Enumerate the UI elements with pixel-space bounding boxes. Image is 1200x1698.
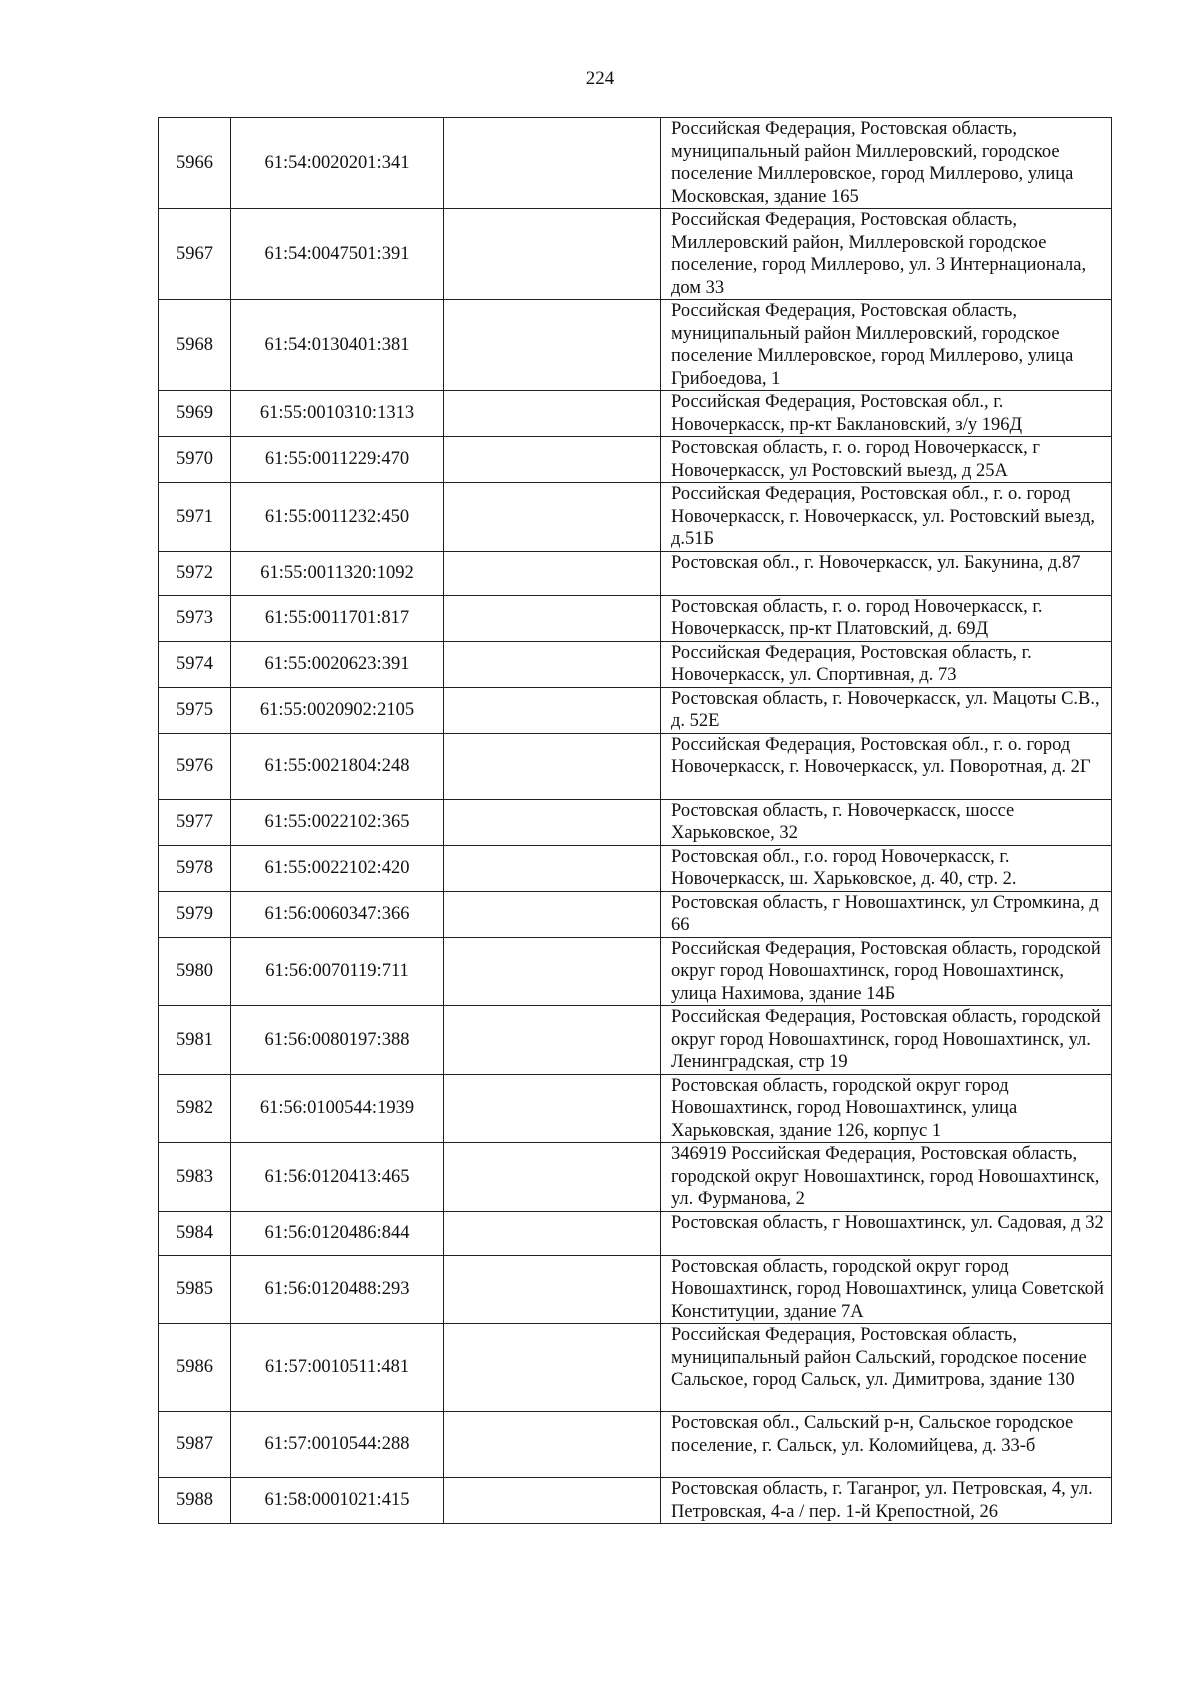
row-number: 5967 xyxy=(159,209,231,300)
address-cell: Российская Федерация, Ростовская область, муниципальный район Миллеровский, городское поселение Миллеровское, город Миллерово, улица Грибоедова, 1 xyxy=(661,300,1112,391)
address-cell: Российская Федерация, Ростовская область, муниципальный район Сальский, городское посение Сальское, город Сальск, ул. Димитрова, здание 130 xyxy=(661,1324,1112,1412)
address-cell: Российская Федерация, Ростовская область, муниципальный район Миллеровский, городское поселение Миллеровское, город Миллерово, улица Московская, здание 165 xyxy=(661,118,1112,209)
row-number: 5984 xyxy=(159,1211,231,1255)
table-row xyxy=(159,891,1112,937)
row-number: 5988 xyxy=(159,1478,231,1524)
registry-table-body xyxy=(159,118,1112,1524)
address-cell: Ростовская область, г. Новочеркасск, шоссе Харьковское, 32 xyxy=(661,799,1112,845)
table-row xyxy=(159,641,1112,687)
table-row xyxy=(159,483,1112,552)
empty-cell xyxy=(444,641,661,687)
address-cell: Российская Федерация, Ростовская область, городской округ город Новошахтинск, город Новошахтинск, улица Нахимова, здание 14Б xyxy=(661,937,1112,1006)
empty-cell xyxy=(444,733,661,799)
row-number: 5966 xyxy=(159,118,231,209)
empty-cell xyxy=(444,551,661,595)
address-cell: Ростовская область, г Новошахтинск, ул Стромкина, д 66 xyxy=(661,891,1112,937)
registry-table xyxy=(158,117,1112,1524)
row-number: 5980 xyxy=(159,937,231,1006)
row-number: 5971 xyxy=(159,483,231,552)
address-cell: Ростовская область, городской округ город Новошахтинск, город Новошахтинск, улица Советской Конституции, здание 7А xyxy=(661,1255,1112,1324)
empty-cell xyxy=(444,209,661,300)
table-row xyxy=(159,1006,1112,1075)
address-cell: Российская Федерация, Ростовская обл., г. о. город Новочеркасск, г. Новочеркасск, ул. Поворотная, д. 2Г xyxy=(661,733,1112,799)
row-number: 5976 xyxy=(159,733,231,799)
empty-cell xyxy=(444,118,661,209)
empty-cell xyxy=(444,1412,661,1478)
address-cell: Ростовская область, г. Новочеркасск, ул. Мацоты С.В., д. 52Е xyxy=(661,687,1112,733)
row-number: 5978 xyxy=(159,845,231,891)
cadastral-number: 61:56:0080197:388 xyxy=(231,1006,444,1075)
address-cell: Российская Федерация, Ростовская обл., г. о. город Новочеркасск, г. Новочеркасск, ул. Ростовский выезд, д.51Б xyxy=(661,483,1112,552)
cadastral-number: 61:54:0020201:341 xyxy=(231,118,444,209)
cadastral-number: 61:55:0022102:420 xyxy=(231,845,444,891)
table-row xyxy=(159,437,1112,483)
empty-cell xyxy=(444,595,661,641)
cadastral-number: 61:54:0130401:381 xyxy=(231,300,444,391)
address-cell: 346919 Российская Федерация, Ростовская область, городской округ Новошахтинск, город Новошахтинск, ул. Фурманова, 2 xyxy=(661,1143,1112,1212)
address-cell: Ростовская область, г. Таганрог, ул. Петровская, 4, ул. Петровская, 4-а / пер. 1-й Крепостной, 26 xyxy=(661,1478,1112,1524)
row-number: 5969 xyxy=(159,391,231,437)
row-number: 5987 xyxy=(159,1412,231,1478)
row-number: 5968 xyxy=(159,300,231,391)
empty-cell xyxy=(444,1211,661,1255)
cadastral-number: 61:55:0011229:470 xyxy=(231,437,444,483)
address-cell: Ростовская обл., г.о. город Новочеркасск, г. Новочеркасск, ш. Харьковское, д. 40, стр. 2. xyxy=(661,845,1112,891)
address-cell: Ростовская обл., г. Новочеркасск, ул. Бакунина, д.87 xyxy=(661,551,1112,595)
table-row xyxy=(159,209,1112,300)
cadastral-number: 61:56:0070119:711 xyxy=(231,937,444,1006)
empty-cell xyxy=(444,687,661,733)
row-number: 5970 xyxy=(159,437,231,483)
cadastral-number: 61:57:0010511:481 xyxy=(231,1324,444,1412)
table-row xyxy=(159,1211,1112,1255)
table-row xyxy=(159,1478,1112,1524)
row-number: 5982 xyxy=(159,1074,231,1143)
table-row xyxy=(159,1324,1112,1412)
empty-cell xyxy=(444,437,661,483)
row-number: 5975 xyxy=(159,687,231,733)
empty-cell xyxy=(444,937,661,1006)
cadastral-number: 61:55:0011320:1092 xyxy=(231,551,444,595)
empty-cell xyxy=(444,1074,661,1143)
cadastral-number: 61:55:0010310:1313 xyxy=(231,391,444,437)
cadastral-number: 61:56:0060347:366 xyxy=(231,891,444,937)
table-row xyxy=(159,687,1112,733)
row-number: 5977 xyxy=(159,799,231,845)
empty-cell xyxy=(444,891,661,937)
table-row xyxy=(159,300,1112,391)
cadastral-number: 61:55:0011701:817 xyxy=(231,595,444,641)
row-number: 5972 xyxy=(159,551,231,595)
cadastral-number: 61:55:0022102:365 xyxy=(231,799,444,845)
cadastral-number: 61:58:0001021:415 xyxy=(231,1478,444,1524)
row-number: 5973 xyxy=(159,595,231,641)
table-row xyxy=(159,845,1112,891)
cadastral-number: 61:56:0120486:844 xyxy=(231,1211,444,1255)
empty-cell xyxy=(444,1143,661,1212)
table-row xyxy=(159,595,1112,641)
cadastral-number: 61:57:0010544:288 xyxy=(231,1412,444,1478)
address-cell: Российская Федерация, Ростовская область, городской округ город Новошахтинск, город Новошахтинск, ул. Ленинградская, стр 19 xyxy=(661,1006,1112,1075)
table-row xyxy=(159,799,1112,845)
empty-cell xyxy=(444,1006,661,1075)
empty-cell xyxy=(444,1478,661,1524)
cadastral-number: 61:55:0020623:391 xyxy=(231,641,444,687)
empty-cell xyxy=(444,1324,661,1412)
table-row xyxy=(159,391,1112,437)
row-number: 5974 xyxy=(159,641,231,687)
cadastral-number: 61:55:0011232:450 xyxy=(231,483,444,552)
table-row xyxy=(159,1143,1112,1212)
row-number: 5985 xyxy=(159,1255,231,1324)
table-row xyxy=(159,1412,1112,1478)
table-row xyxy=(159,1255,1112,1324)
table-row xyxy=(159,937,1112,1006)
address-cell: Ростовская область, г Новошахтинск, ул. Садовая, д 32 xyxy=(661,1211,1112,1255)
row-number: 5986 xyxy=(159,1324,231,1412)
empty-cell xyxy=(444,391,661,437)
address-cell: Российская Федерация, Ростовская область, Миллеровский район, Миллеровской городское поселение, город Миллерово, ул. 3 Интернационала, дом 33 xyxy=(661,209,1112,300)
row-number: 5979 xyxy=(159,891,231,937)
address-cell: Российская Федерация, Ростовская обл., г. Новочеркасск, пр-кт Баклановский, з/у 196Д xyxy=(661,391,1112,437)
table-row xyxy=(159,1074,1112,1143)
address-cell: Ростовская область, городской округ город Новошахтинск, город Новошахтинск, улица Харьковская, здание 126, корпус 1 xyxy=(661,1074,1112,1143)
table-row xyxy=(159,733,1112,799)
cadastral-number: 61:56:0120413:465 xyxy=(231,1143,444,1212)
cadastral-number: 61:55:0020902:2105 xyxy=(231,687,444,733)
address-cell: Российская Федерация, Ростовская область, г. Новочеркасск, ул. Спортивная, д. 73 xyxy=(661,641,1112,687)
empty-cell xyxy=(444,1255,661,1324)
empty-cell xyxy=(444,483,661,552)
cadastral-number: 61:56:0120488:293 xyxy=(231,1255,444,1324)
cadastral-number: 61:56:0100544:1939 xyxy=(231,1074,444,1143)
cadastral-number: 61:54:0047501:391 xyxy=(231,209,444,300)
empty-cell xyxy=(444,300,661,391)
page-number: 224 xyxy=(585,68,615,89)
row-number: 5981 xyxy=(159,1006,231,1075)
address-cell: Ростовская область, г. о. город Новочеркасск, г Новочеркасск, ул Ростовский выезд, д 25А xyxy=(661,437,1112,483)
cadastral-number: 61:55:0021804:248 xyxy=(231,733,444,799)
empty-cell xyxy=(444,799,661,845)
row-number: 5983 xyxy=(159,1143,231,1212)
address-cell: Ростовская область, г. о. город Новочеркасск, г. Новочеркасск, пр-кт Платовский, д. 69Д xyxy=(661,595,1112,641)
address-cell: Ростовская обл., Сальский р-н, Сальское городское поселение, г. Сальск, ул. Коломийцева, д. 33-б xyxy=(661,1412,1112,1478)
empty-cell xyxy=(444,845,661,891)
table-row xyxy=(159,551,1112,595)
table-row xyxy=(159,118,1112,209)
